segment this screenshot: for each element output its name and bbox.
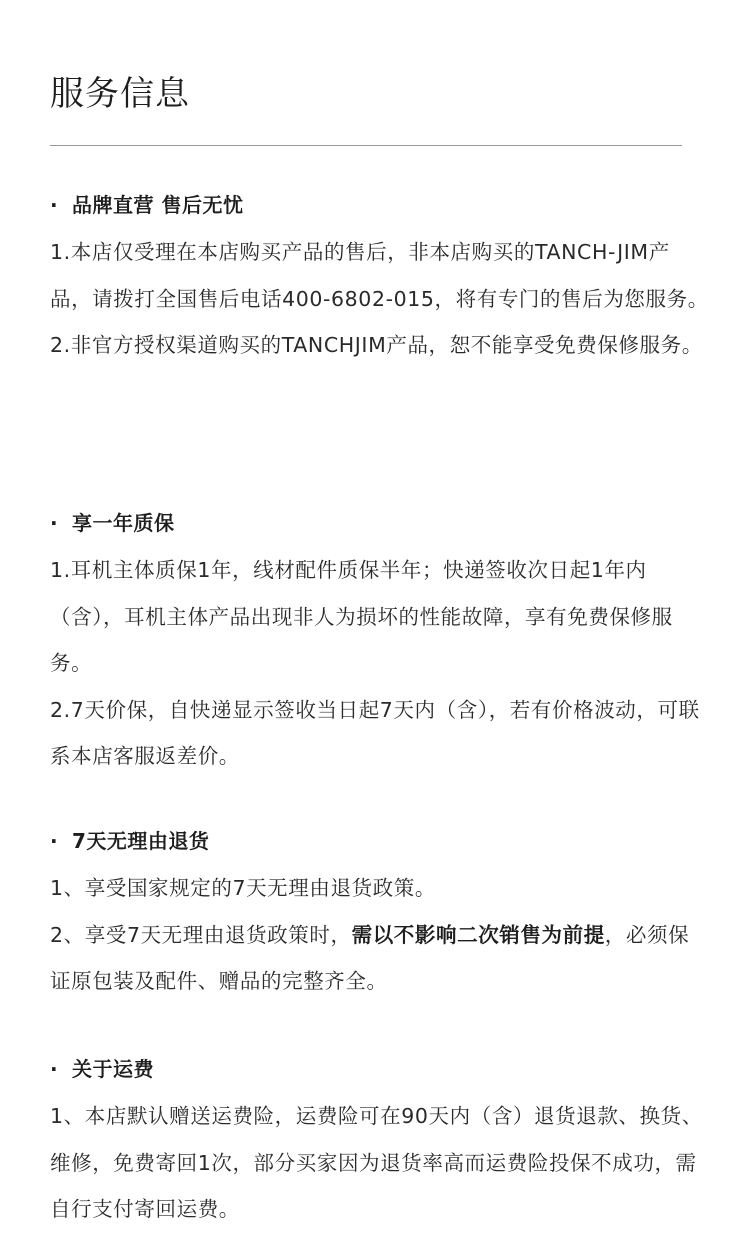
section-returns <box>50 826 710 1005</box>
section-paragraph: 2.非官方授权渠道购买的TANCHJIM产品，恕不能享受免费保修服务。 <box>50 333 703 357</box>
page-title: 服务信息 <box>50 74 190 114</box>
section-paragraph: 1、本店默认赠送运费险，运费险可在90天内（含）退货退款、换货、维修，免费寄回1次，部分买家因为退货率高而运费险投保不成功，需自行支付寄回运费。 <box>50 1104 703 1221</box>
section-heading-text: 享一年质保 <box>72 511 175 535</box>
section-paragraph: 1.本店仅受理在本店购买产品的售后，非本店购买的TANCH-JIM产品，请拨打全国售后电话400-6802-015，将有专门的售后为您服务。 <box>50 240 709 311</box>
section-heading-text: 关于运费 <box>72 1057 154 1081</box>
paragraph-text: ，必须保证原包装及配件、赠品的完整齐全。 <box>50 922 690 993</box>
section-heading <box>50 826 710 856</box>
bullet-dot-icon: · <box>50 1057 59 1081</box>
section-paragraph: 1.耳机主体质保1年，线材配件质保半年；快递签收次日起1年内（含），耳机主体产品出现非人为损坏的性能故障，享有免费保修服务。 <box>50 558 673 675</box>
section-paragraph: 1、享受国家规定的7天无理由退货政策。 <box>50 876 436 900</box>
section-heading <box>50 190 710 220</box>
section-shipping <box>50 1054 710 1233</box>
section-brand <box>50 190 710 369</box>
section-heading-text: 品牌直营 售后无忧 <box>72 193 244 217</box>
section-heading <box>50 508 710 538</box>
paragraph-text: 2、享受7天无理由退货政策时， <box>50 922 352 947</box>
section-heading-text: 7天无理由退货 <box>72 829 210 853</box>
bullet-dot-icon: · <box>50 193 59 217</box>
section-heading <box>50 1054 710 1084</box>
title-divider <box>50 145 682 146</box>
paragraph-emphasis: 需以不影响二次销售为前提 <box>351 922 605 947</box>
bullet-dot-icon: · <box>50 511 59 535</box>
bullet-dot-icon: · <box>50 829 59 853</box>
section-warranty <box>50 508 710 780</box>
section-paragraph <box>50 912 710 1005</box>
section-paragraph: 2.7天价保，自快递显示签收当日起7天内（含），若有价格波动，可联系本店客服返差价。 <box>50 697 700 768</box>
